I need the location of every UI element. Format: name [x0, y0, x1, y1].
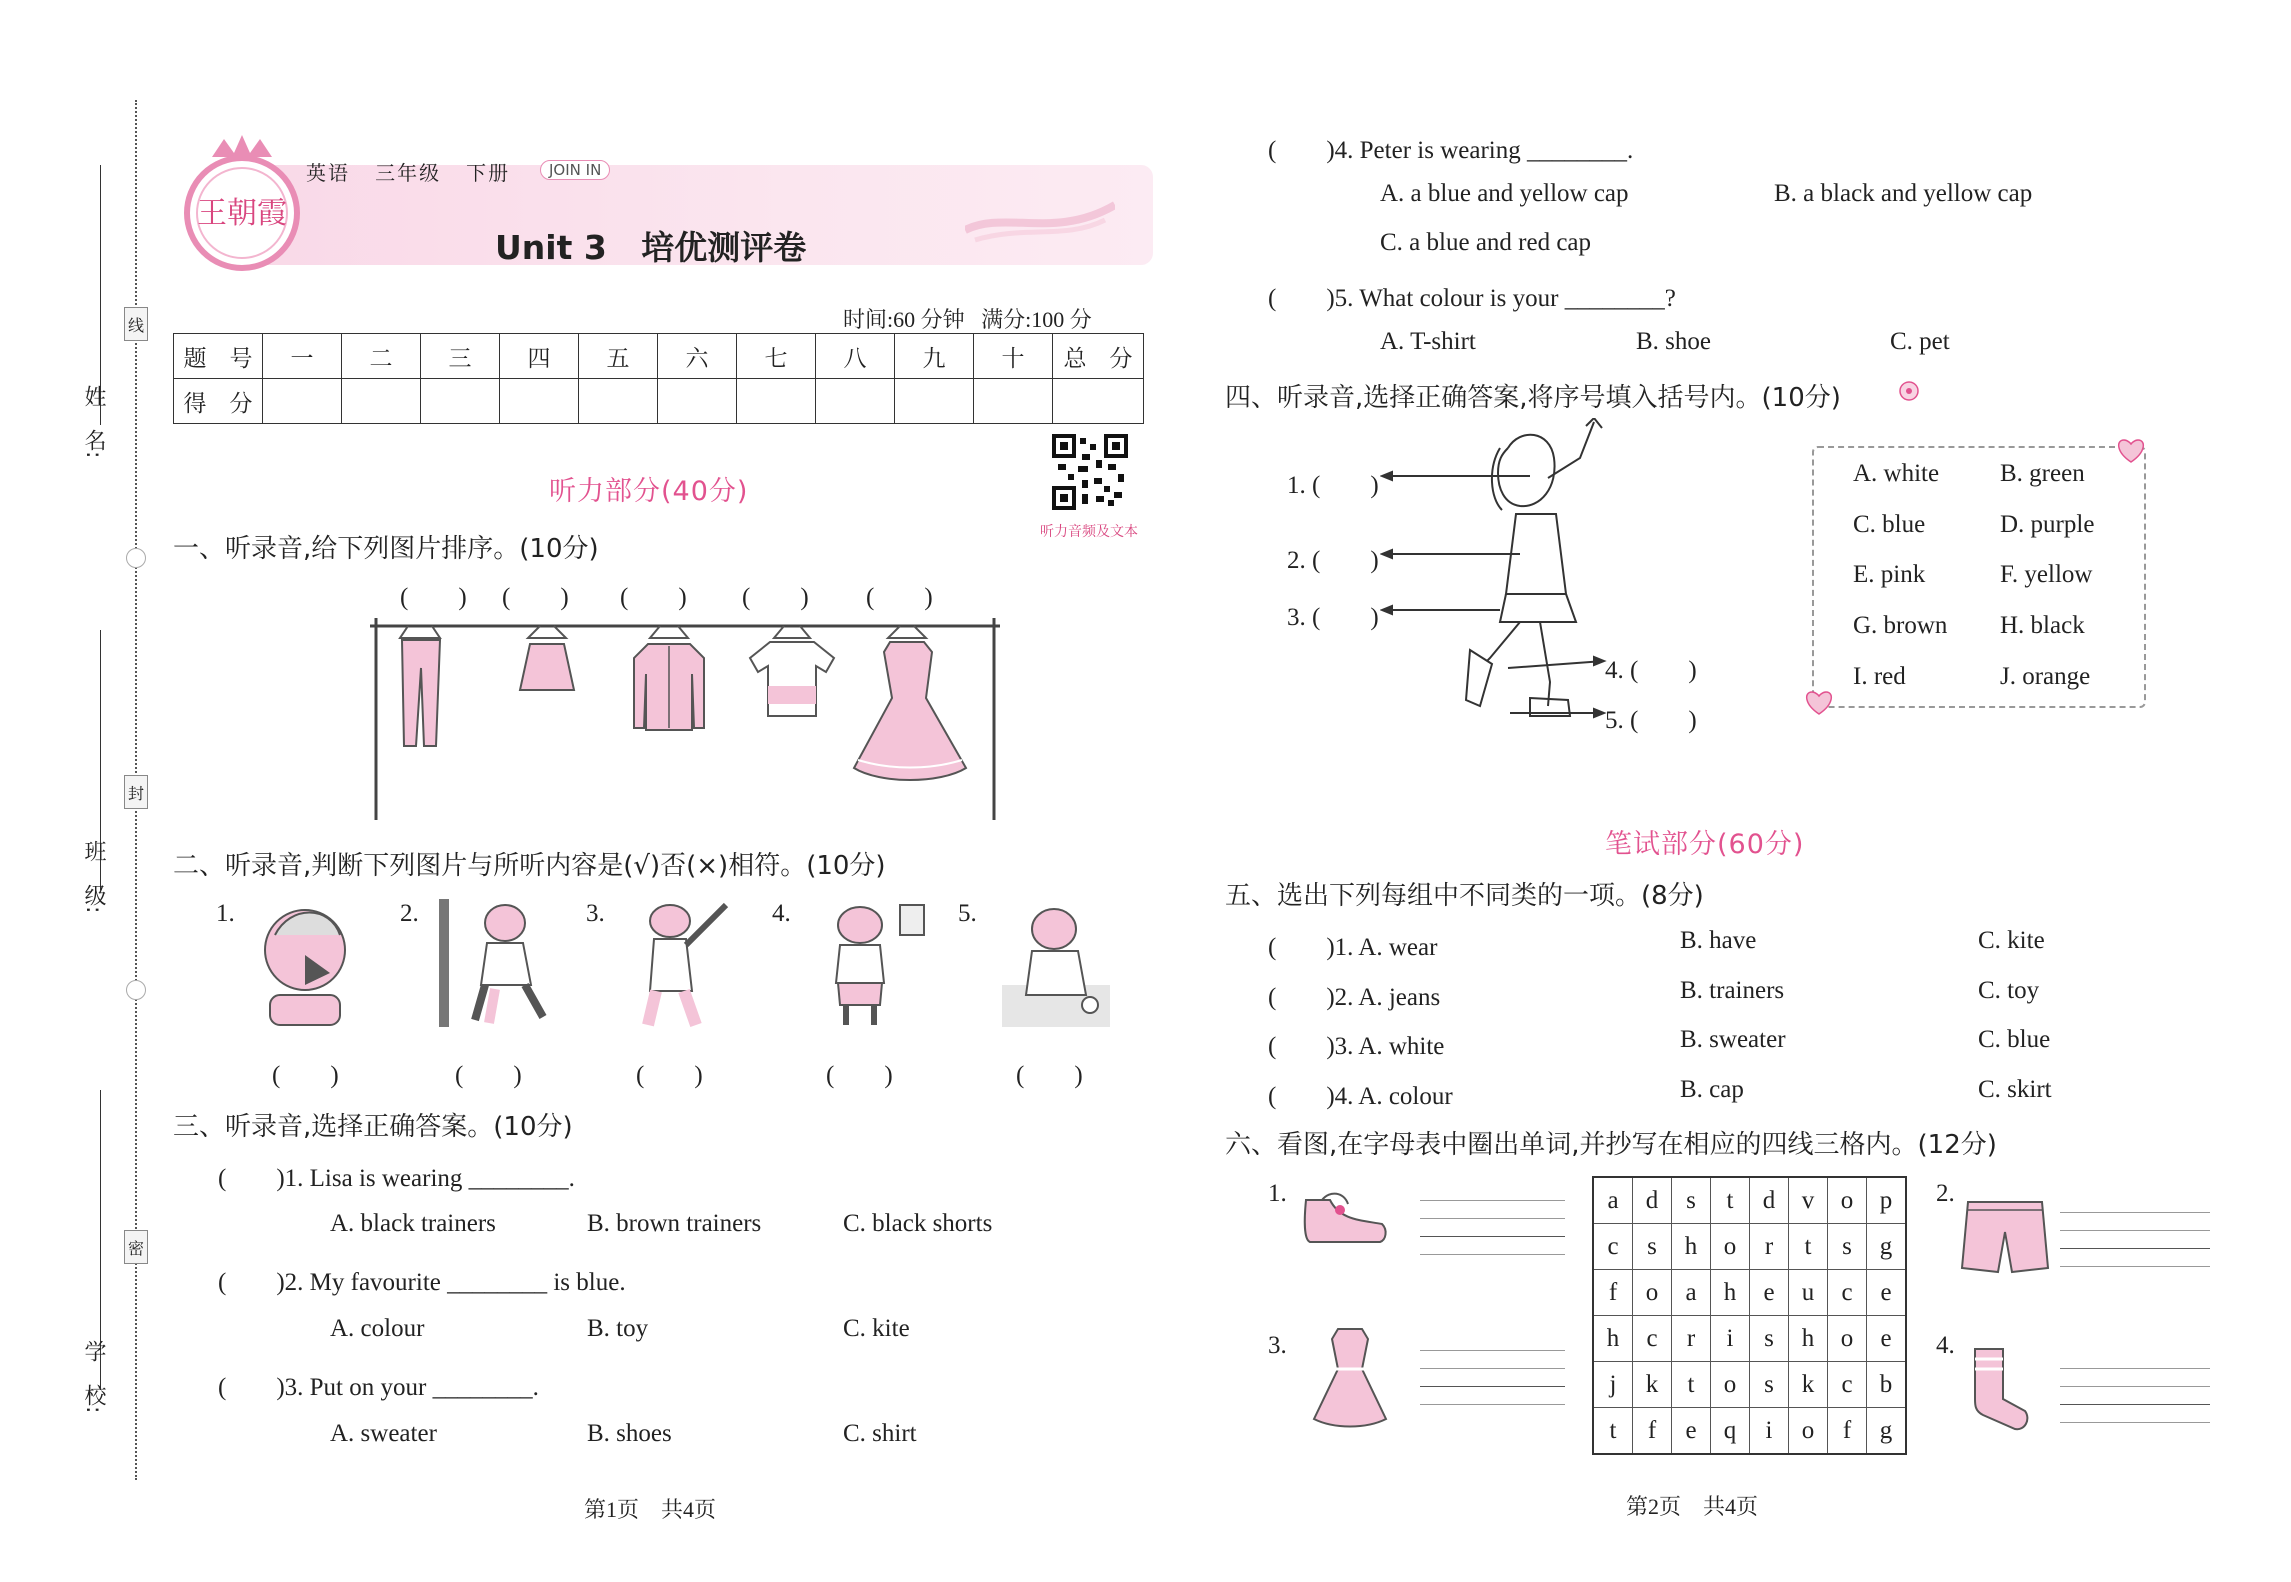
option-b[interactable]: B. shoes [587, 1420, 672, 1447]
shirt-icon [634, 626, 704, 730]
brush-stroke-icon [965, 200, 1115, 245]
grid-row [1593, 1270, 1906, 1316]
subject-label: 英语 [306, 161, 350, 185]
section-6-title: 六、看图,在字母表中圈出单词,并抄写在相应的四线三格内。(12分) [1225, 1130, 1997, 1160]
score-col: 一 [263, 334, 342, 379]
score-col: 四 [500, 334, 579, 379]
grid-letter[interactable]: b [1867, 1362, 1907, 1408]
score-col: 五 [579, 334, 658, 379]
option-a[interactable]: A. T-shirt [1380, 328, 1476, 355]
color-option: B. green [2000, 460, 2085, 487]
option-b[interactable]: B. have [1680, 927, 1757, 954]
grid-letter[interactable]: h [1672, 1224, 1711, 1270]
sock-picture [1963, 1345, 2033, 1435]
grid-letter[interactable]: q [1711, 1408, 1750, 1455]
judge-blank[interactable]: ( ) [272, 1062, 339, 1089]
option-a[interactable]: A. sweater [330, 1420, 437, 1447]
item-number: 2. [400, 900, 419, 927]
grid-letter[interactable]: c [1828, 1270, 1867, 1316]
t-shirt-icon [750, 626, 834, 716]
character-picture-2 [435, 895, 560, 1030]
score-col: 十 [974, 334, 1053, 379]
option-b[interactable]: B. shoe [1636, 328, 1711, 355]
audio-icon[interactable] [1898, 380, 1920, 402]
item-number: 4. [1936, 1332, 1955, 1359]
shoe-picture [1300, 1180, 1390, 1250]
option-c[interactable]: C. kite [843, 1315, 910, 1342]
dress-icon [854, 626, 966, 780]
grid-letter[interactable]: h [1593, 1316, 1633, 1362]
color-blank[interactable]: 2. ( ) [1287, 547, 1379, 574]
character-picture-4 [810, 895, 930, 1030]
option-b[interactable]: B. a black and yellow cap [1774, 180, 2033, 207]
question-stem: ( )2. A. jeans [1268, 984, 1441, 1011]
score-cell[interactable] [579, 379, 658, 424]
grid-letter[interactable]: t [1789, 1224, 1828, 1270]
grid-letter[interactable]: e [1867, 1270, 1907, 1316]
score-col: 七 [737, 334, 816, 379]
score-table [173, 333, 1144, 424]
score-cell[interactable] [500, 379, 579, 424]
judge-blank[interactable]: ( ) [826, 1062, 893, 1089]
grid-letter[interactable]: o [1789, 1408, 1828, 1455]
score-col: 六 [658, 334, 737, 379]
grid-letter[interactable]: t [1593, 1408, 1633, 1455]
option-c[interactable]: C. black shorts [843, 1210, 993, 1237]
color-option: J. orange [2000, 663, 2091, 690]
color-option: E. pink [1853, 561, 1926, 588]
section-3-title: 三、听录音,选择正确答案。(10分) [173, 1112, 573, 1142]
color-blank[interactable]: 1. ( ) [1287, 472, 1379, 499]
grid-letter[interactable]: o [1828, 1316, 1867, 1362]
judge-blank[interactable]: ( ) [1016, 1062, 1083, 1089]
option-b[interactable]: B. brown trainers [587, 1210, 762, 1237]
grid-letter[interactable]: s [1828, 1224, 1867, 1270]
grid-row [1593, 1408, 1906, 1455]
color-blank[interactable]: 5. ( ) [1605, 707, 1697, 734]
grid-letter[interactable]: v [1789, 1177, 1828, 1224]
item-number: 1. [216, 900, 235, 927]
volume-label: 下册 [466, 161, 511, 185]
page-footer-left: 第1页 共4页 [584, 1497, 717, 1522]
question-stem: ( )3. Put on your ________. [218, 1374, 539, 1401]
shorts-picture [1960, 1198, 2050, 1278]
seal-mark: 封 [124, 775, 148, 809]
option-a[interactable]: A. a blue and yellow cap [1380, 180, 1629, 207]
section-4-title: 四、听录音,选择正确答案,将序号填入括号内。(10分) [1225, 383, 1841, 413]
grid-letter[interactable]: e [1750, 1270, 1789, 1316]
score-cell[interactable] [895, 379, 974, 424]
order-blank[interactable]: ( ) [620, 584, 687, 611]
judge-blank[interactable]: ( ) [455, 1062, 522, 1089]
grid-letter[interactable]: c [1633, 1316, 1672, 1362]
grade-label: 三年级 [375, 161, 442, 185]
question-stem: ( )1. Lisa is wearing ________. [218, 1165, 575, 1192]
score-header-label: 题 号 [174, 334, 263, 379]
grid-letter[interactable]: k [1633, 1362, 1672, 1408]
option-c[interactable]: C. toy [1978, 977, 2040, 1004]
line-mark: 线 [124, 307, 148, 341]
item-number: 2. [1936, 1180, 1955, 1207]
question-stem: ( )2. My favourite ________ is blue. [218, 1269, 626, 1296]
item-number: 3. [1268, 1332, 1287, 1359]
score-cell[interactable] [342, 379, 421, 424]
grid-letter[interactable]: a [1593, 1177, 1633, 1224]
order-blank[interactable]: ( ) [742, 584, 809, 611]
grid-letter[interactable]: a [1672, 1270, 1711, 1316]
option-b[interactable]: B. sweater [1680, 1026, 1786, 1053]
score-cell[interactable] [816, 379, 895, 424]
heart-icon [1802, 688, 1836, 716]
qr-code-icon[interactable] [1052, 434, 1128, 510]
grid-letter[interactable]: r [1672, 1316, 1711, 1362]
score-cell[interactable] [737, 379, 816, 424]
option-c[interactable]: C. skirt [1978, 1076, 2052, 1103]
binding-hole [126, 980, 146, 1000]
score-col: 八 [816, 334, 895, 379]
judge-blank[interactable]: ( ) [636, 1062, 703, 1089]
grid-letter[interactable]: d [1633, 1177, 1672, 1224]
grid-row [1593, 1177, 1906, 1224]
score-cell[interactable] [421, 379, 500, 424]
grid-letter[interactable]: t [1711, 1177, 1750, 1224]
option-b[interactable]: B. cap [1680, 1076, 1744, 1103]
grid-letter[interactable]: o [1633, 1270, 1672, 1316]
score-cell[interactable] [1053, 379, 1144, 424]
girl-outline-illustration [1380, 418, 1615, 728]
order-blank[interactable]: ( ) [866, 584, 933, 611]
color-option: F. yellow [2000, 561, 2093, 588]
grid-letter[interactable]: c [1593, 1224, 1633, 1270]
color-option: G. brown [1853, 612, 1948, 639]
secret-mark: 密 [124, 1230, 148, 1264]
grid-letter[interactable]: t [1672, 1362, 1711, 1408]
color-option: C. blue [1853, 511, 1926, 538]
grid-letter[interactable]: i [1750, 1408, 1789, 1455]
word-search-grid [1592, 1176, 1907, 1455]
grid-row [1593, 1224, 1906, 1270]
school-label: 学 校: [81, 1340, 106, 1414]
color-blank[interactable]: 4. ( ) [1605, 657, 1697, 684]
grid-letter[interactable]: u [1789, 1270, 1828, 1316]
grid-letter[interactable]: e [1672, 1408, 1711, 1455]
score-cell[interactable] [658, 379, 737, 424]
grid-letter[interactable]: p [1867, 1177, 1907, 1224]
skirt-icon [520, 626, 574, 690]
grid-letter[interactable]: s [1672, 1177, 1711, 1224]
qr-caption: 听力音频及文本 [1040, 524, 1138, 540]
class-label: 班 级: [81, 840, 106, 914]
item-number: 5. [958, 900, 977, 927]
grid-letter[interactable]: d [1750, 1177, 1789, 1224]
grid-row [1593, 1316, 1906, 1362]
section-2-title: 二、听录音,判断下列图片与所听内容是(√)否(×)相符。(10分) [173, 851, 886, 881]
score-row-label: 得 分 [174, 379, 263, 424]
section-5-title: 五、选出下列每组中不同类的一项。(8分) [1225, 881, 1704, 911]
name-label: 姓 名: [81, 385, 106, 459]
option-c[interactable]: C. kite [1978, 927, 2045, 954]
heart-icon [2114, 436, 2148, 464]
page-title: Unit 3 培优测评卷 [495, 228, 807, 267]
grid-letter[interactable]: j [1593, 1362, 1633, 1408]
character-picture-3 [622, 895, 737, 1030]
option-b[interactable]: B. trainers [1680, 977, 1785, 1004]
color-option: D. purple [2000, 511, 2095, 538]
score-col: 九 [895, 334, 974, 379]
svg-text:王朝霞: 王朝霞 [197, 196, 287, 231]
series-badge: JOIN IN [540, 160, 610, 180]
question-stem: ( )4. Peter is wearing ________. [1268, 137, 1634, 164]
option-a[interactable]: A. black trainers [330, 1210, 496, 1237]
exam-info: 时间:60 分钟 满分:100 分 [843, 307, 1092, 332]
grid-letter[interactable]: r [1750, 1224, 1789, 1270]
grid-letter[interactable]: i [1711, 1316, 1750, 1362]
color-blank[interactable]: 3. ( ) [1287, 604, 1379, 631]
listening-heading: 听力部分(40分) [549, 476, 749, 507]
question-stem: ( )1. A. wear [1268, 934, 1438, 961]
question-stem: ( )4. A. colour [1268, 1083, 1453, 1110]
grid-letter[interactable]: h [1789, 1316, 1828, 1362]
grid-letter[interactable]: o [1711, 1362, 1750, 1408]
grid-letter[interactable]: c [1828, 1362, 1867, 1408]
option-a[interactable]: A. colour [330, 1315, 425, 1342]
grid-letter[interactable]: s [1750, 1362, 1789, 1408]
page-footer-right: 第2页 共4页 [1626, 1494, 1759, 1519]
grid-letter[interactable]: f [1593, 1270, 1633, 1316]
grid-letter[interactable]: g [1867, 1224, 1907, 1270]
score-cell[interactable] [974, 379, 1053, 424]
option-c[interactable]: C. blue [1978, 1026, 2051, 1053]
grid-letter[interactable]: o [1828, 1177, 1867, 1224]
option-c[interactable]: C. shirt [843, 1420, 917, 1447]
question-stem: ( )5. What colour is your ________? [1268, 285, 1676, 312]
character-picture-1 [250, 895, 365, 1030]
item-number: 3. [586, 900, 605, 927]
trousers-icon [400, 626, 440, 746]
grid-letter[interactable]: h [1711, 1270, 1750, 1316]
writing-heading: 笔试部分(60分) [1605, 829, 1805, 860]
order-blank[interactable]: ( ) [502, 584, 569, 611]
grid-letter[interactable]: s [1633, 1224, 1672, 1270]
order-blank[interactable]: ( ) [400, 584, 467, 611]
question-stem: ( )3. A. white [1268, 1033, 1445, 1060]
grid-letter[interactable]: g [1867, 1408, 1907, 1455]
option-b[interactable]: B. toy [587, 1315, 649, 1342]
grid-letter[interactable]: s [1750, 1316, 1789, 1362]
option-c[interactable]: C. pet [1890, 328, 1950, 355]
brand-logo-icon [172, 135, 312, 275]
color-option: A. white [1853, 460, 1940, 487]
color-option: H. black [2000, 612, 2085, 639]
character-picture-5 [998, 895, 1113, 1030]
grid-letter[interactable]: f [1828, 1408, 1867, 1455]
score-col: 总 分 [1053, 334, 1144, 379]
binding-hole [126, 548, 146, 568]
clothes-rack-illustration [370, 588, 1000, 823]
item-number: 1. [1268, 1180, 1287, 1207]
grid-letter[interactable]: e [1867, 1316, 1907, 1362]
grid-letter[interactable]: k [1789, 1362, 1828, 1408]
grid-letter[interactable]: f [1633, 1408, 1672, 1455]
color-option: I. red [1853, 663, 1906, 690]
score-cell[interactable] [263, 379, 342, 424]
score-col: 三 [421, 334, 500, 379]
grid-letter[interactable]: o [1711, 1224, 1750, 1270]
score-col: 二 [342, 334, 421, 379]
grid-row [1593, 1362, 1906, 1408]
option-c[interactable]: C. a blue and red cap [1380, 229, 1592, 256]
dress-picture [1310, 1325, 1390, 1430]
section-1-title: 一、听录音,给下列图片排序。(10分) [173, 534, 599, 564]
item-number: 4. [772, 900, 791, 927]
